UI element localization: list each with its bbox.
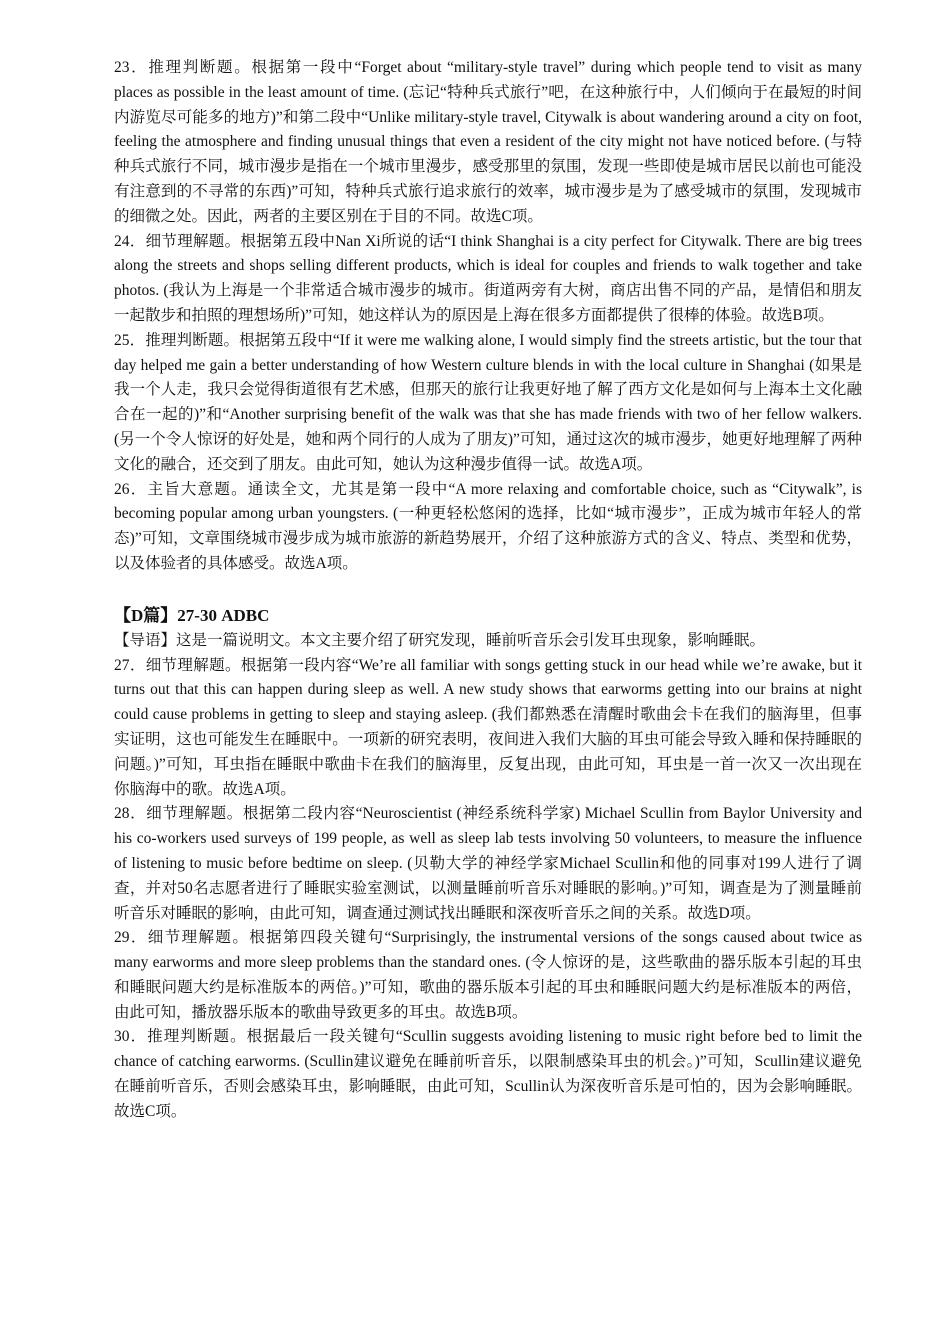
answer-explanations-page: [114, 56, 862, 1125]
explanation-q25: 25．推理判断题。根据第五段中“If it were me walking alone, I would simply find the streets artistic, but the tour that day helped me gain a better understanding of how Western culture blends in with the local culture in Shanghai (如果是我一个人走，我只会觉得街道很有艺术感，但那天的旅行让我更好地了解了西方文化是如何与上海本土文化融合在一起的)”和“Another surprising benefit of the walk was that she has made friends with two of her fellow walkers. (另一个令人惊讶的好处是，她和两个同行的人成为了朋友)”可知，通过这次的城市漫步，她更好地理解了两种文化的融合，还交到了朋友。由此可知，她认为这种漫步值得一试。故选A项。: [114, 331, 862, 473]
explanation-q29: 29．细节理解题。根据第四段关键句“Surprisingly, the instrumental versions of the songs caused about twice as many earworms and more sleep problems than the standard ones. (令人惊讶的是，这些歌曲的器乐版本引起的耳虫和睡眠问题大约是标准版本的两倍。)”可知，歌曲的器乐版本引起的耳虫和睡眠问题大约是标准版本的两倍，由此可知，播放器乐版本的歌曲导致更多的耳虫。故选B项。: [114, 929, 862, 1021]
section-d-intro: 【导语】这是一篇说明文。本文主要介绍了研究发现，睡前听音乐会引发耳虫现象，影响睡眠。: [114, 631, 766, 649]
section-d-heading: 【D篇】27-30 ADBC: [114, 605, 270, 625]
explanation-q26: 26．主旨大意题。通读全文，尤其是第一段中“A more relaxing and comfortable choice, such as “Citywalk”, is becoming popular among urban youngsters. (一种更轻松悠闲的选择，比如“城市漫步”，正成为城市年轻人的常态)”可知，文章围绕城市漫步成为城市旅游的新趋势展开，介绍了这种旅游方式的含义、特点、类型和优势，以及体验者的具体感受。故选A项。: [114, 480, 862, 572]
explanation-q27: 27．细节理解题。根据第一段内容“We’re all familiar with songs getting stuck in our head while we’re awake, but it turns out that this can happen during sleep as well. A new study shows that earworms getting into our brains at night could cause problems in getting to sleep and staying asleep. (我们都熟悉在清醒时歌曲会卡在我们的脑海里，但事实证明，这也可能发生在睡眠中。一项新的研究表明，夜间进入我们大脑的耳虫可能会导致入睡和保持睡眠的问题。)”可知，耳虫指在睡眠中歌曲卡在我们的脑海里，反复出现，由此可知，耳虫是一首一次又一次出现在你脑海中的歌。故选A项。: [114, 656, 862, 798]
explanation-q28: 28．细节理解题。根据第二段内容“Neuroscientist (神经系统科学家) Michael Scullin from Baylor University and his co-workers used surveys of 199 people, as well as sleep lab tests involving 50 volunteers, to measure the influence of listening to music before bedtime on sleep. (贝勒大学的神经学家Michael Scullin和他的同事对199人进行了调查，并对50名志愿者进行了睡眠实验室测试，以测量睡前听音乐对睡眠的影响。)”可知，调查是为了测量睡前听音乐对睡眠的影响，由此可知，调查通过测试找出睡眠和深夜听音乐之间的关系。故选D项。: [114, 805, 862, 922]
explanation-q30: 30．推理判断题。根据最后一段关键句“Scullin suggests avoiding listening to music right before bed to limit the chance of catching earworms. (Scullin建议避免在睡前听音乐，以限制感染耳虫的机会。)”可知，Scullin建议避免在睡前听音乐，否则会感染耳虫，影响睡眠，由此可知，Scullin认为深夜听音乐是可怕的，因为会影响睡眠。故选C项。: [114, 1028, 862, 1120]
explanation-q24: 24．细节理解题。根据第五段中Nan Xi所说的话“I think Shanghai is a city perfect for Citywalk. There are big trees along the streets and shops selling different products, which is ideal for couples and friends to walk together and take photos. (我认为上海是一个非常适合城市漫步的城市。街道两旁有大树，商店出售不同的产品，是情侣和朋友一起散步和拍照的理想场所)”可知，她这样认为的原因是上海在很多方面都提供了很棒的体验。故选B项。: [114, 232, 862, 324]
section-spacer: [114, 577, 862, 601]
explanation-q23: 23．推理判断题。根据第一段中“Forget about “military-style travel” during which people tend to visit as many places as possible in the least amount of time. (忘记“特种兵式旅行”吧，在这种旅行中，人们倾向于在最短的时间内游览尽可能多的地方)”和第二段中“Unlike military-style travel, Citywalk is about wandering around a city on foot, feeling the atmosphere and finding unusual things that even a resident of the city might not have noticed before. (与特种兵式旅行不同，城市漫步是指在一个城市里漫步，感受那里的氛围，发现一些即使是城市居民以前也可能没有注意到的不寻常的东西)”可知，特种兵式旅行追求旅行的效率，城市漫步是为了感受城市的氛围，发现城市的细微之处。因此，两者的主要区别在于目的不同。故选C项。: [114, 59, 862, 225]
